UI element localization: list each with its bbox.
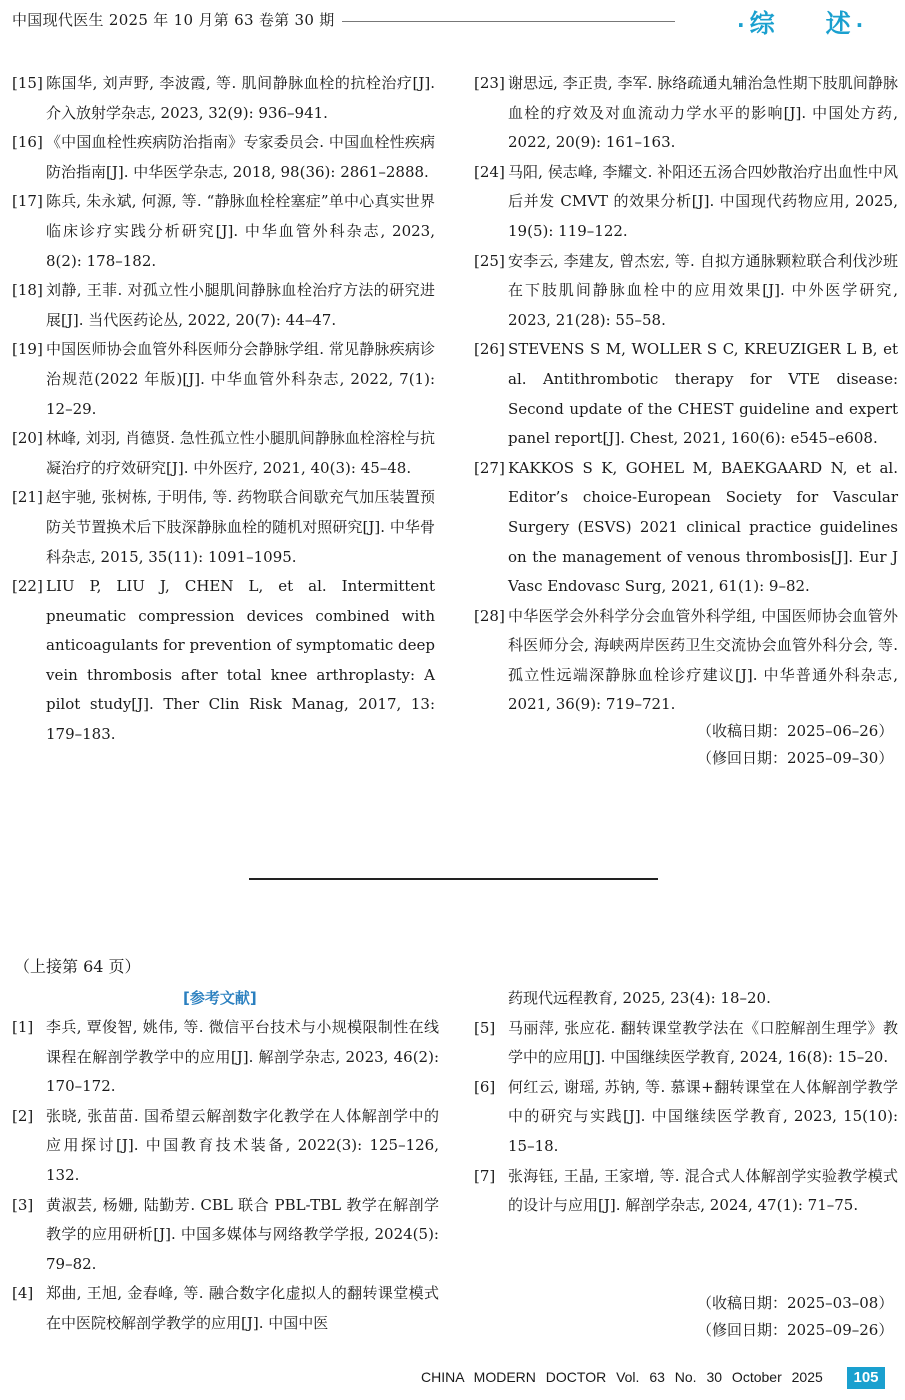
reference-text: 赵宇驰, 张树栋, 于明伟, 等. 药物联合间歇充气加压装置预防关节置换术后下肢深静脉血栓的随机对照研究[J]. 中华骨科杂志, 2015, 35(11): 1091–1095.: [46, 488, 435, 566]
reference-number: [2]: [12, 1106, 34, 1125]
reference-item: [12, 483, 435, 572]
section-dot-left: ·: [737, 13, 746, 37]
reference-item: [12, 1102, 439, 1191]
reference-item: [12, 424, 435, 483]
revised-date: （修回日期：2025–09–30）: [697, 749, 894, 767]
reference-number: [23]: [474, 74, 505, 92]
reference-item: [12, 1013, 439, 1102]
reference-item: [474, 69, 898, 158]
reference-text: 陈兵, 朱永斌, 何源, 等. “静脉血栓栓塞症”单中心真实世界临床诊疗实践分析研究[J]. 中华血管外科杂志, 2023, 8(2): 178–182.: [46, 192, 435, 270]
reference-number: [5]: [474, 1018, 496, 1037]
section-tag: [733, 4, 868, 40]
continued-from-label: （上接第 64 页）: [14, 957, 141, 976]
reference-text: 中华医学会外科学分会血管外科学组, 中国医师协会血管外科医师分会, 海峡两岸医药卫生交流协会血管外科分会, 等. 孤立性远端深静脉血栓诊疗建议[J]. 中华普通外科杂志, 2021, 36(9): 719–721.: [508, 606, 898, 714]
reference-text: 安李云, 李建友, 曾杰宏, 等. 自拟方通脉颗粒联合利伐沙班在下肢肌间静脉血栓中的应用效果[J]. 中外医学研究, 2023, 21(28): 55–58.: [508, 251, 898, 329]
header-rule: [342, 21, 675, 22]
reference-text: 林峰, 刘羽, 肖德贤. 急性孤立性小腿肌间静脉血栓溶栓与抗凝治疗的疗效研究[J]. 中外医疗, 2021, 40(3): 45–48.: [46, 429, 435, 477]
references-heading: [参考文献]: [183, 989, 257, 1007]
reference-item: [474, 602, 898, 720]
section-char-2: 述: [825, 9, 852, 38]
reference-text: STEVENS S M, WOLLER S C, KREUZIGER L B, et al. Antithrombotic therapy for VTE disease: Second update of the CHEST guideline and expert panel report[J]. Chest, 2021, 160(6): e545–e608.: [508, 340, 898, 448]
section-char-1: 综: [749, 9, 776, 38]
reference-text: 《中国血栓性疾病防治指南》专家委员会. 中国血栓性疾病防治指南[J]. 中华医学杂志, 2018, 98(36): 2861–2888.: [46, 133, 435, 181]
reference-continuation: 药现代远程教育, 2025, 23(4): 18–20.: [508, 989, 771, 1007]
page-number: 105: [847, 1367, 885, 1389]
references-bottom-left-column: [12, 1013, 439, 1339]
reference-text: 郑曲, 王旭, 金春峰, 等. 融合数字化虚拟人的翻转课堂模式在中医院校解剖学教学的应用[J]. 中国中医: [46, 1284, 439, 1332]
reference-text: 黄淑芸, 杨姗, 陆勤芳. CBL 联合 PBL-TBL 教学在解剖学教学的应用研析[J]. 中国多媒体与网络教学学报, 2024(5): 79–82.: [46, 1195, 439, 1273]
reference-text: 陈国华, 刘声野, 李波霞, 等. 肌间静脉血栓的抗栓治疗[J]. 介入放射学杂志, 2023, 32(9): 936–941.: [46, 74, 435, 122]
article-dates-top: [697, 718, 893, 772]
reference-number: [24]: [474, 162, 505, 181]
received-date: （收稿日期：2025–03–08）: [697, 1294, 894, 1312]
reference-number: [17]: [12, 192, 43, 211]
reference-number: [27]: [474, 458, 505, 477]
reference-item: [474, 1162, 898, 1221]
reference-text: 张海钰, 王晶, 王家增, 等. 混合式人体解剖学实验教学模式的设计与应用[J]. 解剖学杂志, 2024, 47(1): 71–75.: [508, 1166, 898, 1215]
article-dates-bottom: [697, 1290, 893, 1344]
reference-item: [12, 128, 435, 187]
reference-text: 刘静, 王菲. 对孤立性小腿肌间静脉血栓治疗方法的研究进展[J]. 当代医药论丛, 2022, 20(7): 44–47.: [46, 281, 435, 329]
reference-item: [474, 247, 898, 336]
revised-date: （修回日期：2025–09–26）: [697, 1321, 894, 1339]
reference-number: [21]: [12, 488, 43, 507]
reference-number: [16]: [12, 133, 43, 152]
references-bottom-right-column: [474, 984, 898, 1221]
journal-issue-line: 中国现代医生 2025 年 10 月第 63 卷第 30 期: [12, 11, 335, 29]
page-footer: [0, 1364, 905, 1394]
reference-text: 谢思远, 李正贵, 李军. 脉络疏通丸辅治急性期下肢肌间静脉血栓的疗效及对血流动力学水平的影响[J]. 中国处方药, 2022, 20(9): 161–163.: [508, 74, 898, 152]
reference-item: [474, 1073, 898, 1162]
reference-number: [18]: [12, 281, 43, 300]
footer-journal-info: CHINA MODERN DOCTOR Vol. 63 No. 30 October 2025: [421, 1369, 823, 1385]
reference-item: [12, 1279, 439, 1338]
received-date: （收稿日期：2025–06–26）: [697, 722, 894, 740]
section-dot-right: ·: [855, 13, 865, 37]
reference-number: [19]: [12, 340, 43, 359]
reference-number: [6]: [474, 1077, 496, 1096]
reference-text: 何红云, 谢瑶, 苏钠, 等. 慕课+翻转课堂在人体解剖学教学中的研究与实践[J]. 中国继续医学教育, 2023, 15(10): 15–18.: [508, 1077, 898, 1155]
reference-item: [474, 158, 898, 247]
reference-number: [22]: [12, 577, 43, 596]
article-divider: [249, 878, 658, 880]
reference-item: [474, 1014, 898, 1073]
page-header: [0, 0, 905, 44]
reference-item: [474, 454, 898, 602]
references-top-right-column: [474, 69, 898, 720]
references-top-left-column: [12, 69, 435, 750]
reference-item: [12, 335, 435, 424]
reference-item: [12, 276, 435, 335]
reference-text: 马丽萍, 张应花. 翻转课堂教学法在《口腔解剖生理学》教学中的应用[J]. 中国继续医学教育, 2024, 16(8): 15–20.: [508, 1018, 898, 1067]
reference-number: [26]: [474, 340, 505, 359]
reference-text: LIU P, LIU J, CHEN L, et al. Intermittent pneumatic compression devices combined with anticoagulants for prevention of symptomatic deep vein thrombosis after total knee arthroplasty: A pilot study[J]. Ther Clin Risk Manag, 2017, 13: 179–183.: [46, 577, 435, 744]
reference-item: [474, 335, 898, 453]
reference-number: [7]: [474, 1166, 496, 1185]
reference-number: [15]: [12, 74, 43, 92]
reference-number: [25]: [474, 251, 505, 270]
reference-text: 中国医师协会血管外科医师分会静脉学组. 常见静脉疾病诊治规范(2022 年版)[J]. 中华血管外科杂志, 2022, 7(1): 12–29.: [46, 340, 435, 418]
reference-number: [20]: [12, 429, 43, 448]
reference-text: 马阳, 侯志峰, 李耀文. 补阳还五汤合四妙散治疗出血性中风后并发 CMVT 的效果分析[J]. 中国现代药物应用, 2025, 19(5): 119–122.: [508, 162, 898, 240]
reference-text: KAKKOS S K, GOHEL M, BAEKGAARD N, et al. Editor’s choice-European Society for Vascular Surgery (ESVS) 2021 clinical practice guidelines on the management of venous thrombosis[J]. Eur J Vasc Endovasc Surg, 2021, 61(1): 9–82.: [508, 458, 898, 596]
reference-item: [12, 1191, 439, 1280]
reference-text: 李兵, 覃俊智, 姚伟, 等. 微信平台技术与小规模限制性在线课程在解剖学教学中的应用[J]. 解剖学杂志, 2023, 46(2): 170–172.: [46, 1018, 439, 1096]
reference-number: [1]: [12, 1018, 34, 1036]
reference-item: [12, 187, 435, 276]
reference-number: [28]: [474, 606, 505, 625]
reference-number: [4]: [12, 1284, 34, 1303]
reference-number: [3]: [12, 1195, 34, 1214]
reference-text: 张晓, 张苗苗. 国希望云解剖数字化教学在人体解剖学中的应用探讨[J]. 中国教育技术装备, 2022(3): 125–126, 132.: [46, 1106, 439, 1184]
reference-item: [12, 572, 435, 750]
reference-item: [12, 69, 435, 128]
